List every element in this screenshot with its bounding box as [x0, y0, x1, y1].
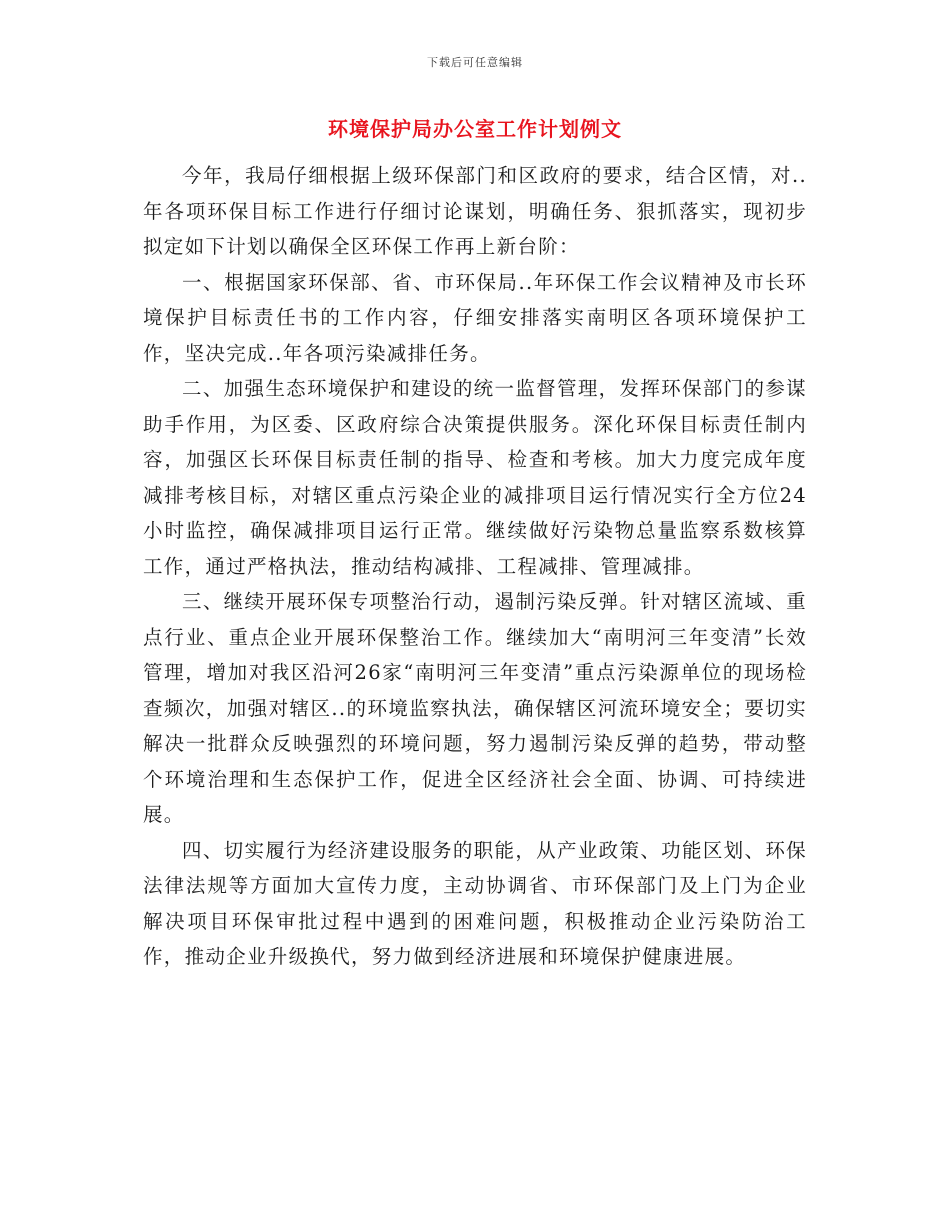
paragraph-3: 三、继续开展环保专项整治行动，遏制污染反弹。针对辖区流域、重点行业、重点企业开展环保整治工作。继续加大“南明河三年变清”长效管理，增加对我区沿河26家“南明河三年变清”重点污染源单位的现场检查频次，加强对辖区..的环境监察执法，确保辖区河流环境安全；要切实解决一批群众反映强烈的环境问题，努力遏制污染反弹的趋势，带动整个环境治理和生态保护工作，促进全区经济社会全面、协调、可持续进展。 — [143, 590, 807, 826]
document-body — [143, 158, 807, 975]
paragraph-1: 一、根据国家环保部、省、市环保局..年环保工作会议精神及市长环境保护目标责任书的工作内容，仔细安排落实南明区各项环境保护工作，坚决完成..年各项污染减排任务。 — [143, 270, 807, 365]
document-title: 环境保护局办公室工作计划例文 — [328, 117, 622, 141]
header-note: 下载后可任意编辑 — [427, 56, 523, 69]
paragraph-2: 二、加强生态环境保护和建设的统一监督管理，发挥环保部门的参谋助手作用，为区委、区政府综合决策提供服务。深化环保目标责任制内容，加强区长环保目标责任制的指导、检查和考核。加大力度完成年度减排考核目标，对辖区重点污染企业的减排项目运行情况实行全方位24小时监控，确保减排项目运行正常。继续做好污染物总量监察系数核算工作，通过严格执法，推动结构减排、工程减排、管理减排。 — [143, 377, 807, 578]
paragraph-intro: 今年，我局仔细根据上级环保部门和区政府的要求，结合区情，对..年各项环保目标工作进行仔细讨论谋划，明确任务、狠抓落实，现初步拟定如下计划以确保全区环保工作再上新台阶： — [143, 164, 807, 258]
paragraph-4: 四、切实履行为经济建设服务的职能，从产业政策、功能区划、环保法律法规等方面加大宣传力度，主动协调省、市环保部门及上门为企业解决项目环保审批过程中遇到的困难问题，积极推动企业污染防治工作，推动企业升级换代，努力做到经济进展和环境保护健康进展。 — [143, 838, 807, 968]
